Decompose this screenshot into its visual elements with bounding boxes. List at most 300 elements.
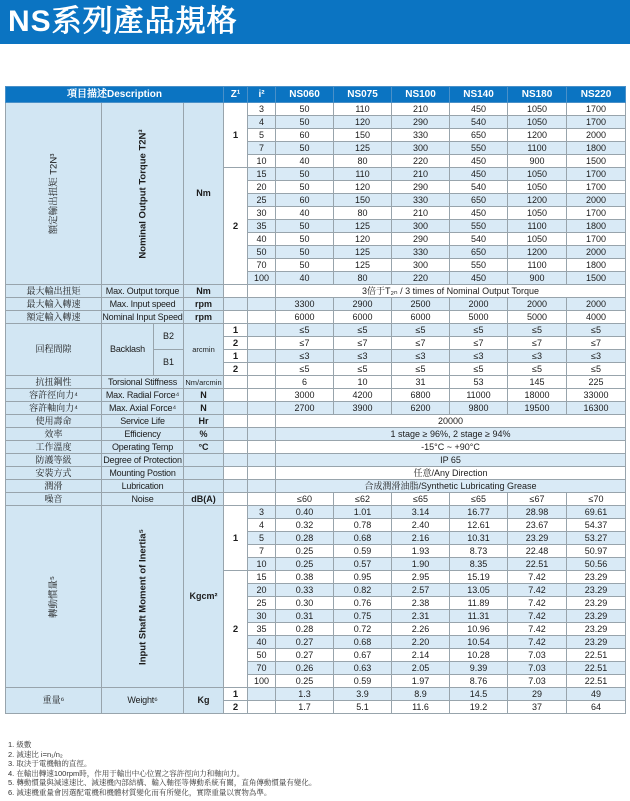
z-blank-cell [224,415,248,428]
spec-value: 300 [392,220,450,233]
spec-value: 210 [392,103,450,116]
spec-value: 2.40 [392,519,450,532]
spec-value: 900 [508,272,567,285]
spec-value: 1050 [508,116,567,129]
i-blank-cell [248,428,276,441]
spec-value: 2.16 [392,532,450,545]
spec-value: 29 [508,688,567,701]
spec-value: 50 [276,103,334,116]
section-label-cn-text: 額定輸出扭矩 T2N³ [48,153,59,234]
spec-value: 16300 [567,402,626,415]
spec-value: ≤5 [567,363,626,376]
spec-value: 0.82 [334,584,392,597]
i-blank-cell [248,389,276,402]
spec-value: 0.38 [276,571,334,584]
table-row [6,688,626,701]
table-row [6,441,626,454]
spec-value: 300 [392,259,450,272]
table-row [6,480,626,493]
ratio-value: 35 [248,220,276,233]
spec-value: 1800 [567,220,626,233]
ratio-value: 4 [248,519,276,532]
ratio-value: 5 [248,129,276,142]
spec-value: ≤65 [450,493,508,506]
spec-value: 80 [334,272,392,285]
section-label-en-text: Input Shaft Moment of Inertia⁵ [137,528,148,665]
spec-value: 7.03 [508,675,567,688]
spec-value: 1050 [508,207,567,220]
stage-value: 2 [224,363,248,376]
spec-value: 330 [392,246,450,259]
spec-value: 2.05 [392,662,450,675]
ratio-value: 100 [248,675,276,688]
spec-value-span: 3倍于T₂ₙ / 3 times of Nominal Output Torque [276,285,626,298]
spec-value: 2900 [334,298,392,311]
spec-value: 22.51 [508,558,567,571]
spec-value: ≤5 [450,363,508,376]
spec-value: 0.25 [276,558,334,571]
ratio-value: 3 [248,506,276,519]
spec-value: ≤5 [276,324,334,337]
i-blank-cell [248,441,276,454]
spec-value: 22.51 [567,662,626,675]
spec-value: 16.77 [450,506,508,519]
spec-value: 22.51 [567,649,626,662]
spec-value: 22.48 [508,545,567,558]
spec-value: 540 [450,233,508,246]
spec-value: 7.42 [508,584,567,597]
spec-value: 290 [392,116,450,129]
i-blank-cell [248,337,276,350]
ratio-value: 15 [248,168,276,181]
spec-value: 120 [334,116,392,129]
spec-value: 1500 [567,272,626,285]
spec-value: 23.29 [567,610,626,623]
unit-label [184,480,224,493]
z-blank-cell [224,428,248,441]
ratio-value: 40 [248,636,276,649]
section-label-en [102,103,184,285]
stage-value: 1 [224,103,248,168]
spec-value: 0.75 [334,610,392,623]
i-blank-cell [248,467,276,480]
ratio-value: 30 [248,610,276,623]
i-blank-cell [248,363,276,376]
row-label-cn: 防護等級 [6,454,102,467]
table-body [6,103,626,714]
z-blank-cell [224,467,248,480]
footnote: 5. 轉動慣量與減速速比、減速機內部結構、輸入軸徑等傳動系統有關，直角傳動慣量有變化。 [8,778,317,787]
i-blank-cell [248,493,276,506]
spec-value: 22.51 [567,675,626,688]
spec-value-span: 合成潤滑油脂/Synthetic Lubricating Grease [276,480,626,493]
spec-value: 0.59 [334,675,392,688]
spec-value: 50 [276,181,334,194]
spec-value: 19.2 [450,701,508,714]
model-column-header: NS060 [276,87,334,103]
spec-value: 3.9 [334,688,392,701]
spec-value: 1100 [508,220,567,233]
spec-value: 50 [276,259,334,272]
spec-value: 1200 [508,246,567,259]
row-label-cn: 容許徑向力⁴ [6,389,102,402]
z-blank-cell [224,298,248,311]
spec-value: 2000 [567,246,626,259]
spec-value: 650 [450,246,508,259]
spec-value: 0.27 [276,649,334,662]
spec-value: 220 [392,155,450,168]
ratio-value: 50 [248,246,276,259]
row-label-cn: 最大輸入轉速 [6,298,102,311]
table-row [6,415,626,428]
spec-value: 145 [508,376,567,389]
spec-value: 1.97 [392,675,450,688]
spec-value: 2.20 [392,636,450,649]
spec-value: 0.78 [334,519,392,532]
row-label-cn: 抗扭鋼性 [6,376,102,389]
spec-value: 23.29 [508,532,567,545]
z-blank-cell [224,311,248,324]
unit-label [184,467,224,480]
row-label-en: Max. Radial Force⁴ [102,389,184,402]
spec-value: 7.42 [508,636,567,649]
page-title: NS系列產品規格 [8,5,238,38]
unit-label: °C [184,441,224,454]
spec-value: 50.56 [567,558,626,571]
backlash-class-label: B2 [154,324,184,350]
spec-value: 1.90 [392,558,450,571]
spec-value: ≤70 [567,493,626,506]
spec-value: 900 [508,155,567,168]
spec-value: 18000 [508,389,567,402]
spec-value: 0.27 [276,636,334,649]
spec-value: 3300 [276,298,334,311]
spec-value: 5.1 [334,701,392,714]
spec-value: 13.05 [450,584,508,597]
spec-value-span: 1 stage ≥ 96%, 2 stage ≥ 94% [276,428,626,441]
row-label-en: Mounting Postion [102,467,184,480]
spec-value: 0.30 [276,597,334,610]
spec-value: 0.32 [276,519,334,532]
spec-value: 6000 [392,311,450,324]
spec-value: 28.98 [508,506,567,519]
spec-value: 50 [276,116,334,129]
spec-value: 450 [450,155,508,168]
unit-label: % [184,428,224,441]
unit-label: rpm [184,298,224,311]
unit-label: Hr [184,415,224,428]
spec-value: 650 [450,129,508,142]
backlash-class-label: B1 [154,350,184,376]
unit-label: Nm [184,103,224,285]
spec-value: 540 [450,116,508,129]
spec-value: 6 [276,376,334,389]
row-label-en: Degree of Protection [103,454,182,465]
spec-value: ≤5 [392,363,450,376]
spec-value: 7.42 [508,597,567,610]
table-row [6,493,626,506]
spec-value: 7.42 [508,571,567,584]
i-blank-cell [248,376,276,389]
table-row [6,376,626,389]
row-label-cn: 效率 [6,428,102,441]
spec-value: 450 [450,207,508,220]
row-label-en: Noise [102,493,184,506]
stage-value: 2 [224,571,248,688]
footnotes [8,740,338,797]
spec-value: 23.29 [567,584,626,597]
description-column-header: 項目描述Description [6,87,224,103]
spec-value: ≤3 [276,350,334,363]
spec-value: 40 [276,272,334,285]
spec-value: 1050 [508,233,567,246]
ratio-value: 4 [248,116,276,129]
spec-value: 2.31 [392,610,450,623]
spec-value: 3.14 [392,506,450,519]
spec-value: 540 [450,181,508,194]
ratio-value: 100 [248,272,276,285]
spec-value: 37 [508,701,567,714]
row-label-en: Torsional Stiffness [102,376,184,389]
spec-value: ≤7 [450,337,508,350]
spec-value: 300 [392,142,450,155]
spec-value: 50 [276,246,334,259]
table-row [6,311,626,324]
spec-value: 7.42 [508,610,567,623]
spec-value: ≤7 [392,337,450,350]
spec-value: 1.93 [392,545,450,558]
i-blank-cell [248,298,276,311]
spec-value: 1500 [567,155,626,168]
spec-value: 0.57 [334,558,392,571]
spec-value: 125 [334,246,392,259]
title-banner [0,0,630,44]
spec-value: 1800 [567,259,626,272]
table-row [6,454,626,467]
spec-value: 1700 [567,207,626,220]
spec-value: 450 [450,103,508,116]
model-column-header: NS220 [567,87,626,103]
spec-value: 120 [334,233,392,246]
spec-value: 11.89 [450,597,508,610]
spec-value: 1700 [567,168,626,181]
spec-value: 14.5 [450,688,508,701]
spec-value: 8.73 [450,545,508,558]
spec-value: 23.67 [508,519,567,532]
row-label-cn: 潤滑 [6,480,102,493]
spec-value: 10.28 [450,649,508,662]
spec-value: 550 [450,142,508,155]
spec-value: 53 [450,376,508,389]
spec-value: 6000 [276,311,334,324]
model-column-header: NS140 [450,87,508,103]
spec-value: 60 [276,194,334,207]
i-blank-cell [248,701,276,714]
spec-value: 220 [392,272,450,285]
spec-value: 3000 [276,389,334,402]
footnote: 1. 級數 [8,740,32,749]
spec-value: 6800 [392,389,450,402]
spec-value: 50 [276,168,334,181]
spec-value: 2.14 [392,649,450,662]
z-blank-cell [224,389,248,402]
spec-value: 0.31 [276,610,334,623]
spec-value: 2500 [392,298,450,311]
spec-value: 80 [334,155,392,168]
unit-label: arcmin [184,324,224,376]
spec-value: 2.38 [392,597,450,610]
row-label-cn: 容許軸向力⁴ [6,402,102,415]
spec-table [5,86,626,714]
spec-value: 1050 [508,168,567,181]
unit-label: Nm [184,285,224,298]
stage-value: 1 [224,688,248,701]
spec-value: 0.76 [334,597,392,610]
footnote: 2. 減速比 i=n₁/n₂ [8,749,63,759]
ratio-value: 5 [248,532,276,545]
spec-value: 0.59 [334,545,392,558]
spec-value: 50.97 [567,545,626,558]
spec-value: 23.29 [567,636,626,649]
spec-value: 150 [334,129,392,142]
unit-label: N [184,389,224,402]
spec-value: ≤60 [276,493,334,506]
table-row [6,467,626,480]
spec-value: 19500 [508,402,567,415]
spec-table-container [5,86,625,714]
spec-value: 11000 [450,389,508,402]
spec-value: ≤5 [567,324,626,337]
spec-value: 1700 [567,103,626,116]
spec-value: 330 [392,194,450,207]
spec-value: 10 [334,376,392,389]
spec-value: 1200 [508,129,567,142]
spec-value: 0.72 [334,623,392,636]
spec-value: 2000 [508,298,567,311]
footnote: 3. 取決于電機軸的直徑。 [8,759,92,768]
table-row [6,389,626,402]
spec-value: 7.42 [508,623,567,636]
spec-value: 33000 [567,389,626,402]
section-label-en-text: Nominal Output Torque T2N³ [137,128,148,259]
spec-value: 23.29 [567,623,626,636]
spec-value: 450 [450,168,508,181]
spec-value: ≤5 [508,324,567,337]
z-blank-cell [224,402,248,415]
stage-value: 1 [224,350,248,363]
i-blank-cell [248,324,276,337]
spec-value: 450 [450,272,508,285]
ratio-value: 70 [248,662,276,675]
section-label-cn-text: 轉動慣量⁵ [48,575,59,618]
spec-value: 50 [276,220,334,233]
z-blank-cell [224,454,248,467]
spec-value: 0.63 [334,662,392,675]
row-label-en: Efficiency [102,428,184,441]
spec-value: 1050 [508,103,567,116]
spec-value: ≤5 [334,363,392,376]
spec-value: 1700 [567,233,626,246]
ratio-value: 50 [248,649,276,662]
spec-value: 110 [334,103,392,116]
spec-value: 10.54 [450,636,508,649]
spec-value: 125 [334,142,392,155]
section-label-en [102,506,184,688]
ratio-value: 70 [248,259,276,272]
stage-value: 1 [224,506,248,571]
spec-value: 1800 [567,142,626,155]
spec-value: 1.3 [276,688,334,701]
table-header [6,87,626,103]
table-row [6,324,626,337]
spec-value: 1100 [508,259,567,272]
spec-value: ≤5 [508,363,567,376]
row-label-cn: 安裝方式 [6,467,102,480]
spec-value: 0.67 [334,649,392,662]
spec-value: 2.95 [392,571,450,584]
spec-value: 49 [567,688,626,701]
row-label-en: Weight⁶ [102,688,184,714]
spec-value: 0.28 [276,623,334,636]
row-label-en: Max. Output torque [102,285,184,298]
row-label-en: Service Life [102,415,184,428]
spec-value: 1.01 [334,506,392,519]
model-column-header: NS180 [508,87,567,103]
table-row [6,506,626,519]
spec-value: ≤5 [334,324,392,337]
z-blank-cell [224,376,248,389]
stage-value: 1 [224,324,248,337]
spec-value: 6000 [334,311,392,324]
spec-value: 2000 [567,194,626,207]
ratio-value: 15 [248,571,276,584]
z-blank-cell [224,441,248,454]
stage-value: 2 [224,337,248,350]
spec-value: 0.25 [276,675,334,688]
spec-value: 550 [450,259,508,272]
i-column-header: i² [248,87,276,103]
spec-value-span: -15°C ~ +90°C [276,441,626,454]
ratio-value: 7 [248,545,276,558]
unit-label: N [184,402,224,415]
i-blank-cell [248,415,276,428]
spec-value: 4000 [567,311,626,324]
spec-value: 120 [334,181,392,194]
spec-value: 31 [392,376,450,389]
spec-value: 8.9 [392,688,450,701]
spec-value: 125 [334,220,392,233]
spec-value: 50 [276,233,334,246]
spec-value: 80 [334,207,392,220]
i-blank-cell [248,688,276,701]
spec-value: 5000 [450,311,508,324]
unit-label: dB(A) [184,493,224,506]
spec-value: 2000 [567,129,626,142]
spec-value: 9800 [450,402,508,415]
spec-value: 7.03 [508,662,567,675]
row-label-en: Max. Input speed [102,298,184,311]
spec-value: 125 [334,259,392,272]
table-row [6,428,626,441]
row-label-cn: 使用壽命 [6,415,102,428]
spec-value: ≤67 [508,493,567,506]
spec-value: 2.57 [392,584,450,597]
spec-value: 5000 [508,311,567,324]
spec-value: 0.26 [276,662,334,675]
ratio-value: 10 [248,155,276,168]
ratio-value: 10 [248,558,276,571]
unit-label: Kgcm² [184,506,224,688]
